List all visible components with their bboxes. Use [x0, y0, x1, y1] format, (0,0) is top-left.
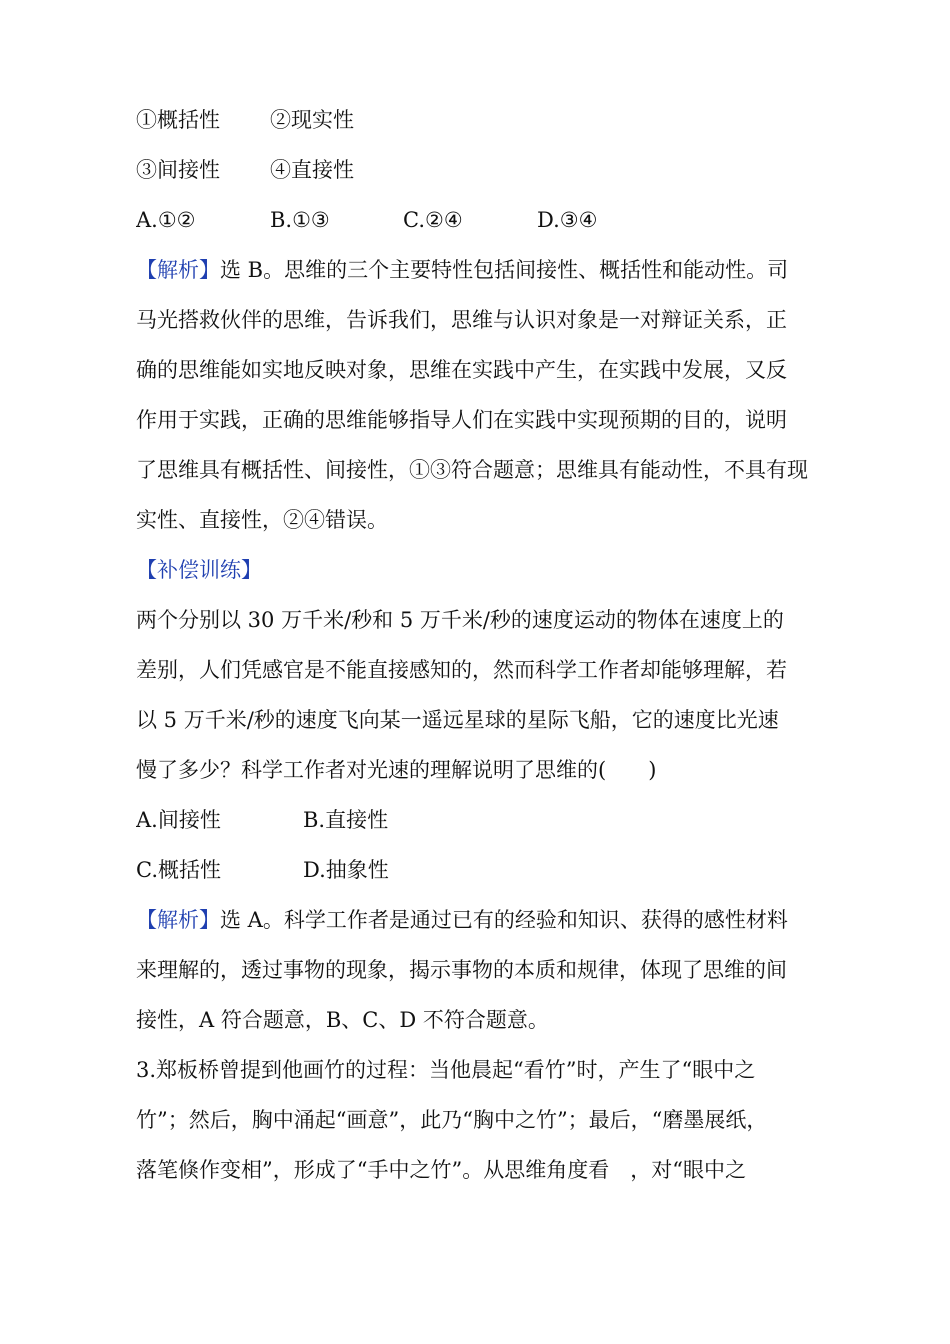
question-3-line-2: 竹”；然后，胸中涌起“画意”，此乃“胸中之竹”；最后，“磨墨展纸， [136, 1108, 768, 1132]
question-3-line-3: 落笔倏作变相”，形成了“手中之竹”。从思维角度看 ，对“眼中之 [136, 1158, 746, 1182]
training-question-line-3: 以 5 万千米/秒的速度飞向某一遥远星球的星际飞船，它的速度比光速 [136, 708, 779, 732]
answer-d: D.③④ [537, 208, 598, 232]
analysis-line-1 [136, 255, 826, 285]
training-heading: 【补偿训练】 [136, 558, 262, 582]
analysis-line-2: 马光搭救伙伴的思维，告诉我们，思维与认识对象是一对辩证关系，正 [136, 308, 787, 332]
training-options-row-1 [136, 805, 826, 835]
option-row-1 [136, 105, 826, 135]
answer-a: A.①② [136, 208, 196, 232]
training-options-row-2 [136, 855, 826, 885]
training-analysis-line-2: 来理解的，透过事物的现象，揭示事物的本质和规律，体现了思维的间 [136, 958, 787, 982]
answer-choices [136, 205, 826, 235]
answer-c: C.②④ [403, 208, 463, 232]
training-option-b: B.直接性 [303, 808, 389, 832]
training-option-c: C.概括性 [136, 858, 221, 882]
training-option-a: A.间接性 [136, 808, 221, 832]
analysis-line-6: 实性、直接性，②④错误。 [136, 508, 388, 532]
option-3: ③间接性 [136, 158, 220, 182]
answer-b: B.①③ [270, 208, 330, 232]
training-question-line-4: 慢了多少？科学工作者对光速的理解说明了思维的( ) [136, 758, 657, 782]
analysis-line-5: 了思维具有概括性、间接性，①③符合题意；思维具有能动性，不具有现 [136, 458, 808, 482]
option-2: ②现实性 [270, 108, 354, 132]
training-question-line-1: 两个分别以 30 万千米/秒和 5 万千米/秒的速度运动的物体在速度上的 [136, 608, 784, 632]
analysis-text: 选 B。思维的三个主要特性包括间接性、概括性和能动性。司 [220, 258, 789, 282]
training-option-d: D.抽象性 [303, 858, 389, 882]
option-row-2 [136, 155, 826, 185]
training-question-line-2: 差别，人们凭感官是不能直接感知的，然而科学工作者却能够理解，若 [136, 658, 787, 682]
training-analysis-line-3: 接性，A 符合题意，B、C、D 不符合题意。 [136, 1008, 549, 1032]
analysis-line-3: 确的思维能如实地反映对象，思维在实践中产生，在实践中发展，又反 [136, 358, 787, 382]
question-3-line-1: 3.郑板桥曾提到他画竹的过程：当他晨起“看竹”时，产生了“眼中之 [136, 1058, 756, 1082]
analysis-tag: 【解析】 [136, 258, 220, 282]
training-analysis-tag: 【解析】 [136, 908, 220, 932]
option-4: ④直接性 [270, 158, 354, 182]
option-1: ①概括性 [136, 108, 220, 132]
analysis-line-4: 作用于实践，正确的思维能够指导人们在实践中实现预期的目的，说明 [136, 408, 787, 432]
training-analysis-text: 选 A。科学工作者是通过已有的经验和知识、获得的感性材料 [220, 908, 788, 932]
training-analysis-line-1 [136, 905, 826, 935]
